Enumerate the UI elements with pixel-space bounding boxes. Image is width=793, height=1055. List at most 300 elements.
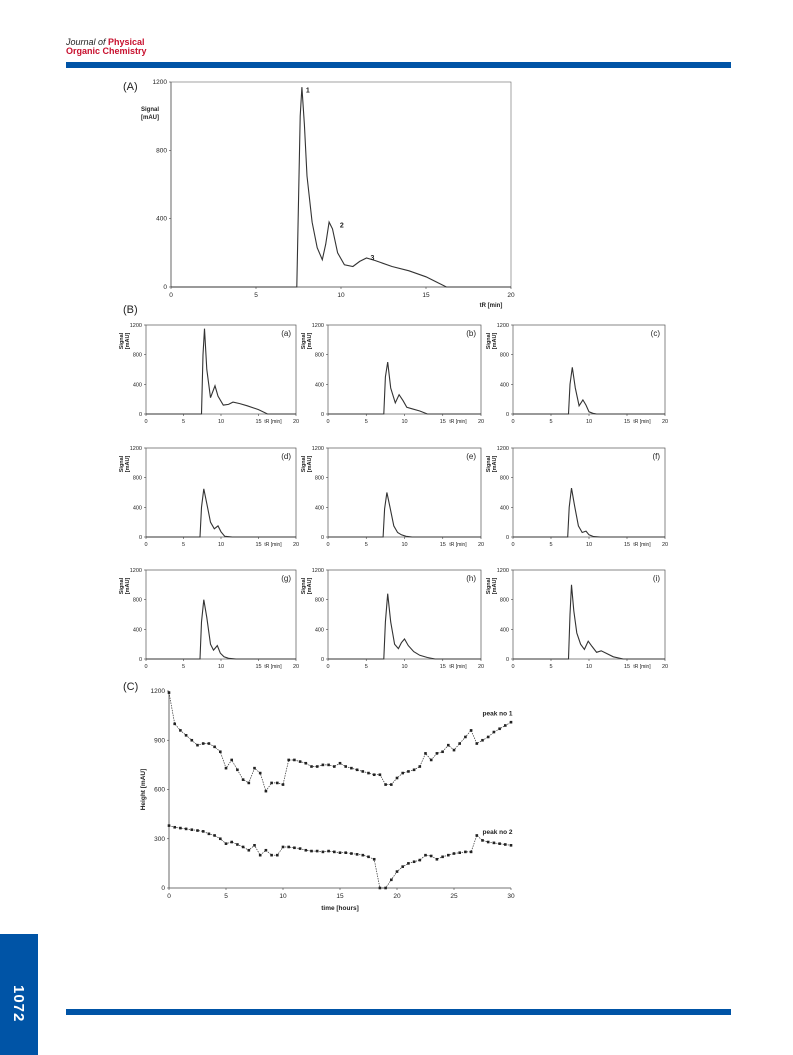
data-point [436,858,439,861]
plot-frame [328,570,481,659]
subpanel-label: (g) [281,574,291,583]
data-point [481,839,484,842]
data-point [316,765,319,768]
data-point [333,765,336,768]
subpanel-label: (h) [466,574,476,583]
data-point [179,729,182,732]
data-point [493,842,496,845]
data-point [373,773,376,776]
data-point [265,849,268,852]
x-tick-label: 10 [401,542,408,548]
data-point [396,870,399,873]
x-tick-label: 20 [292,664,300,670]
y-tick-label: 800 [314,475,324,482]
data-point [219,837,222,840]
data-point [424,752,427,755]
data-point [458,851,461,854]
data-point [242,846,245,849]
x-axis-label: tR [min] [633,542,651,548]
x-tick-label: 5 [254,292,258,299]
data-point [265,790,268,793]
series-line [328,594,481,659]
data-point [470,851,473,854]
y-axis-label-unit: [mAU] [307,455,313,473]
x-tick-label: 15 [439,419,446,425]
x-tick-label: 20 [661,664,669,670]
data-point [327,764,330,767]
x-tick-label: 5 [364,542,368,548]
data-point [225,767,228,770]
data-point [310,850,313,853]
x-tick-label: 10 [401,664,408,670]
y-tick-label: 300 [154,835,165,843]
y-tick-label: 1200 [152,79,167,86]
data-point [384,887,387,890]
y-tick-label: 1200 [311,568,324,574]
peak-label: 3 [370,254,375,262]
data-point [248,849,251,852]
y-tick-label: 0 [163,284,167,291]
subpanel-label: (d) [281,452,291,461]
y-axis-label-unit: [mAU] [492,332,498,350]
data-point [299,760,302,763]
y-tick-label: 400 [314,627,324,634]
data-point [419,859,422,862]
series-line [328,362,481,414]
plot-frame [146,448,296,537]
data-point [464,851,467,854]
x-tick-label: 10 [401,419,408,425]
y-tick-label: 1200 [311,323,324,329]
data-point [379,773,382,776]
y-tick-label: 800 [314,597,324,604]
x-tick-label: 15 [623,419,631,425]
data-point [384,783,387,786]
chart-C [140,688,515,912]
data-point [458,742,461,745]
y-tick-label: 0 [320,657,324,663]
y-tick-label: 1200 [129,446,142,452]
x-tick-label: 20 [661,542,669,548]
data-point [344,765,347,768]
y-tick-label: 400 [499,627,509,634]
panel-label-c: (C) [123,681,139,693]
y-tick-label: 400 [314,382,324,389]
x-tick-label: 0 [144,542,148,548]
series-line [146,489,296,537]
x-tick-label: 0 [144,664,148,670]
x-tick-label: 5 [224,893,228,900]
x-axis-label: tR [min] [449,664,467,670]
x-axis-label: tR [min] [633,419,651,425]
x-tick-label: 0 [326,664,330,670]
y-tick-label: 0 [161,885,165,892]
data-point [276,782,279,785]
data-point [367,772,370,775]
y-tick-label: 400 [156,215,167,223]
y-tick-label: 400 [132,382,142,389]
plot-frame [171,82,511,287]
data-point [270,782,273,785]
data-point [282,846,285,849]
y-tick-label: 800 [156,147,167,155]
footer-rule [66,1009,731,1015]
x-tick-label: 10 [337,292,345,299]
data-point [390,783,393,786]
data-point [430,759,433,762]
data-point [253,844,256,847]
y-tick-label: 0 [138,412,142,418]
data-point [185,828,188,831]
data-point [208,833,211,836]
data-point [208,742,211,745]
y-axis-label-unit: [mAU] [307,332,313,350]
x-tick-label: 5 [549,664,553,670]
data-point [344,851,347,854]
page-number: 1072 [10,985,27,1023]
data-point [253,767,256,770]
data-point [259,772,262,775]
y-tick-label: 0 [505,535,509,541]
data-point [213,746,216,749]
journal-name: Physical [108,37,145,47]
y-tick-label: 400 [499,382,509,389]
y-tick-label: 0 [138,535,142,541]
x-tick-label: 15 [255,664,262,670]
data-point [430,855,433,858]
x-tick-label: 10 [217,542,225,548]
x-tick-label: 5 [181,664,186,670]
data-point [453,852,456,855]
data-point [173,826,176,829]
data-point [481,739,484,742]
subpanel-label: (f) [652,452,660,461]
data-point [242,778,245,781]
data-point [396,777,399,780]
y-tick-label: 1200 [496,323,509,329]
subpanel-label: (e) [466,452,476,461]
series-line [146,329,296,414]
data-point [407,770,410,773]
journal-name-line2: Organic Chemistry [66,46,147,56]
data-point [498,727,501,730]
y-axis-label: Height [mAU] [140,768,147,811]
series-line [513,367,665,414]
data-point [379,887,382,890]
x-axis-label: tR [min] [264,419,282,425]
data-point [419,765,422,768]
data-point [339,762,342,765]
x-tick-label: 5 [181,542,186,548]
chart-g [119,568,299,670]
y-tick-label: 0 [505,412,509,418]
data-point [487,736,490,739]
y-tick-label: 0 [320,412,324,418]
data-point [498,842,501,845]
data-point [305,849,308,852]
y-tick-label: 600 [154,786,165,794]
chart-i [486,568,668,670]
data-point [453,749,456,752]
y-tick-label: 400 [314,505,324,512]
y-axis-label: Signal [486,577,492,595]
chart-A [141,79,515,309]
data-point [362,854,365,857]
y-tick-label: 800 [499,475,509,482]
data-point [362,770,365,773]
x-tick-label: 0 [326,419,330,425]
x-axis-label: tR [min] [449,542,467,548]
data-point [413,860,416,863]
y-tick-label: 0 [505,657,509,663]
data-point [504,724,507,727]
y-tick-label: 400 [499,505,509,512]
data-point [168,824,171,827]
y-axis-label-unit: [mAU] [307,577,313,595]
x-tick-label: 20 [477,542,485,548]
data-point [287,759,290,762]
chart-f [486,446,668,548]
x-tick-label: 15 [422,292,430,299]
data-point [310,765,313,768]
y-tick-label: 800 [314,352,324,359]
x-tick-label: 20 [661,419,669,425]
x-axis-label: tR [min] [633,664,651,670]
data-point [299,847,302,850]
x-axis-label: tR [min] [264,542,282,548]
x-tick-label: 0 [144,419,148,425]
data-point [401,865,404,868]
y-tick-label: 1200 [129,568,142,574]
y-tick-label: 800 [132,475,142,482]
y-tick-label: 800 [132,352,142,359]
plot-frame [513,570,665,659]
data-point [196,829,199,832]
data-point [470,729,473,732]
x-tick-label: 15 [439,542,446,548]
x-tick-label: 10 [585,542,593,548]
y-tick-label: 1200 [496,568,509,574]
x-tick-label: 15 [255,542,262,548]
chart-e [301,446,484,548]
x-tick-label: 5 [181,419,186,425]
y-tick-label: 900 [154,737,165,745]
y-axis-label-unit: [mAU] [125,577,131,595]
data-point [230,841,233,844]
y-tick-label: 1200 [496,446,509,452]
data-point [464,736,467,739]
x-tick-label: 30 [507,893,515,900]
x-tick-label: 0 [511,542,515,548]
y-tick-label: 400 [132,505,142,512]
data-point [401,772,404,775]
data-point [202,742,205,745]
x-tick-label: 20 [292,542,300,548]
y-axis-label: Signal [119,455,125,473]
x-axis-label: tR [min] [264,664,282,670]
series-line [169,693,511,792]
x-tick-label: 10 [585,419,593,425]
series-line [171,87,511,287]
data-point [447,854,450,857]
data-point [447,744,450,747]
y-axis-label-unit: [mAU] [141,115,159,121]
data-point [333,851,336,854]
data-point [367,856,370,859]
data-point [213,834,216,837]
y-tick-label: 800 [499,597,509,604]
data-point [185,734,188,737]
series-line [513,488,665,537]
data-point [350,767,353,770]
subpanel-label: (a) [281,329,291,338]
y-tick-label: 1200 [150,688,165,695]
data-point [322,851,325,854]
x-tick-label: 5 [549,419,553,425]
data-point [293,759,296,762]
y-axis-label: Signal [301,332,307,350]
data-point [487,841,490,844]
data-point [236,843,239,846]
x-tick-label: 20 [507,292,515,299]
chart-h [301,568,484,670]
data-point [373,858,376,861]
data-point [202,830,205,833]
x-tick-label: 0 [169,292,173,299]
data-point [390,878,393,881]
data-point [356,769,359,772]
x-axis-label: time [hours] [321,905,359,912]
plot-frame [513,448,665,537]
series-line [146,600,296,659]
panel-label-a: (A) [123,81,138,93]
x-tick-label: 5 [364,664,368,670]
data-point [230,759,233,762]
x-tick-label: 10 [585,664,593,670]
chart-d [119,446,299,548]
chart-a [119,323,299,425]
data-point [424,854,427,857]
data-point [436,752,439,755]
data-point [476,742,479,745]
x-tick-label: 15 [336,893,344,900]
y-tick-label: 800 [132,597,142,604]
subpanel-label: (b) [466,329,476,338]
x-tick-label: 0 [511,419,515,425]
y-axis-label-unit: [mAU] [492,577,498,595]
plot-frame [513,325,665,414]
data-point [441,856,444,859]
data-point [510,721,513,724]
y-axis-label: Signal [486,455,492,473]
data-point [168,691,171,694]
data-point [504,843,507,846]
data-point [270,854,273,857]
x-tick-label: 5 [364,419,368,425]
x-tick-label: 25 [450,893,458,900]
y-tick-label: 800 [499,352,509,359]
subpanel-label: (c) [650,329,660,338]
x-tick-label: 15 [439,664,446,670]
x-tick-label: 15 [255,419,262,425]
chart-b [301,323,484,425]
y-axis-label: Signal [119,332,125,350]
x-tick-label: 5 [549,542,553,548]
data-point [316,850,319,853]
x-tick-label: 20 [477,419,485,425]
data-point [259,854,262,857]
data-point [322,764,325,767]
x-tick-label: 10 [279,893,287,900]
x-tick-label: 0 [326,542,330,548]
plot-frame [146,570,296,659]
data-point [173,723,176,726]
y-axis-label: Signal [301,455,307,473]
data-point [219,750,222,753]
series-label: peak no 1 [482,710,513,718]
x-tick-label: 10 [217,419,225,425]
journal-prefix: Journal of [66,37,109,47]
data-point [191,828,194,831]
x-axis-label: tR [min] [449,419,467,425]
y-axis-label: Signal [301,577,307,595]
y-axis-label-unit: [mAU] [125,455,131,473]
series-line [513,585,665,659]
data-point [339,851,342,854]
x-tick-label: 15 [623,664,631,670]
x-tick-label: 10 [217,664,225,670]
y-tick-label: 0 [320,535,324,541]
data-point [282,783,285,786]
x-tick-label: 0 [511,664,515,670]
y-axis-label: Signal [119,577,125,595]
data-point [407,862,410,865]
x-tick-label: 20 [292,419,300,425]
x-axis-label: tR [min] [479,303,503,309]
series-line [328,493,481,538]
data-point [476,834,479,837]
y-axis-label-unit: [mAU] [492,455,498,473]
data-point [276,854,279,857]
data-point [287,846,290,849]
chart-c [486,323,668,425]
x-tick-label: 0 [167,893,171,900]
y-axis-label: Signal [486,332,492,350]
x-tick-label: 20 [477,664,485,670]
series-line [169,826,511,888]
peak-label: 1 [305,87,310,95]
data-point [327,850,330,853]
x-tick-label: 20 [393,893,401,900]
data-point [248,782,251,785]
data-point [236,769,239,772]
x-tick-label: 15 [623,542,631,548]
y-tick-label: 1200 [129,323,142,329]
data-point [293,846,296,849]
data-point [191,739,194,742]
plot-frame [328,325,481,414]
plot-frame [328,448,481,537]
data-point [225,842,228,845]
series-label: peak no 2 [482,828,513,836]
data-point [196,744,199,747]
data-point [179,827,182,830]
y-tick-label: 400 [132,627,142,634]
subpanel-label: (i) [652,574,660,583]
data-point [356,853,359,856]
data-point [350,852,353,855]
y-axis-label: Signal [141,107,160,113]
